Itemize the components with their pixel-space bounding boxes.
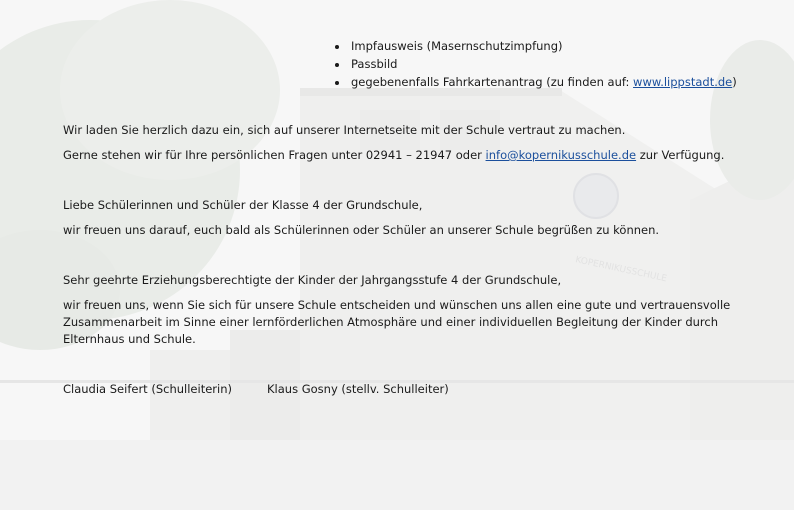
contact-prefix: Gerne stehen wir für Ihre persönlichen Fragen unter 02941 – 21947 oder [63, 148, 486, 162]
parents-text: wir freuen uns, wenn Sie sich für unsere Schule entscheiden und wünschen uns allen eine gute und vertrauensvolle Zusammenarbeit im Sinne einer lernförderlichen Atmosphäre und einer individuellen Begleitung der Kinder durch Elternhaus und Schule. [63, 298, 731, 346]
parents-greeting: Sehr geehrte Erziehungsberechtigte der Kinder der Jahrgangsstufe 4 der Grundschule, [63, 273, 562, 287]
list-item [332, 38, 737, 56]
lippstadt-link[interactable]: www.lippstadt.de [633, 75, 733, 89]
principal-signature: Claudia Seifert (Schulleiterin) [63, 382, 232, 396]
students-text: wir freuen uns darauf, euch bald als Schülerinnen oder Schüler an unserer Schule begrüßen zu können. [63, 223, 660, 237]
list-item-text: Impfausweis (Masernschutzimpfung) [351, 39, 563, 53]
contact-suffix: zur Verfügung. [636, 148, 725, 162]
invite-text: Wir laden Sie herzlich dazu ein, sich auf unserer Internetseite mit der Schule vertraut zu machen. [63, 123, 626, 137]
building-sign: KOPERNIKUSSCHULE [574, 255, 668, 285]
required-documents-list [332, 38, 737, 92]
email-link[interactable]: info@kopernikusschule.de [485, 148, 637, 162]
list-item [332, 56, 737, 74]
list-item-suffix: ) [732, 75, 737, 89]
deputy-signature: Klaus Gosny (stellv. Schulleiter) [267, 382, 449, 396]
list-item-text: Passbild [351, 57, 398, 71]
students-greeting: Liebe Schülerinnen und Schüler der Klasse 4 der Grundschule, [63, 198, 423, 212]
list-item-text: gegebenenfalls Fahrkartenantrag (zu finden auf: [351, 75, 634, 89]
list-item [332, 74, 737, 92]
contact-text [63, 147, 724, 164]
